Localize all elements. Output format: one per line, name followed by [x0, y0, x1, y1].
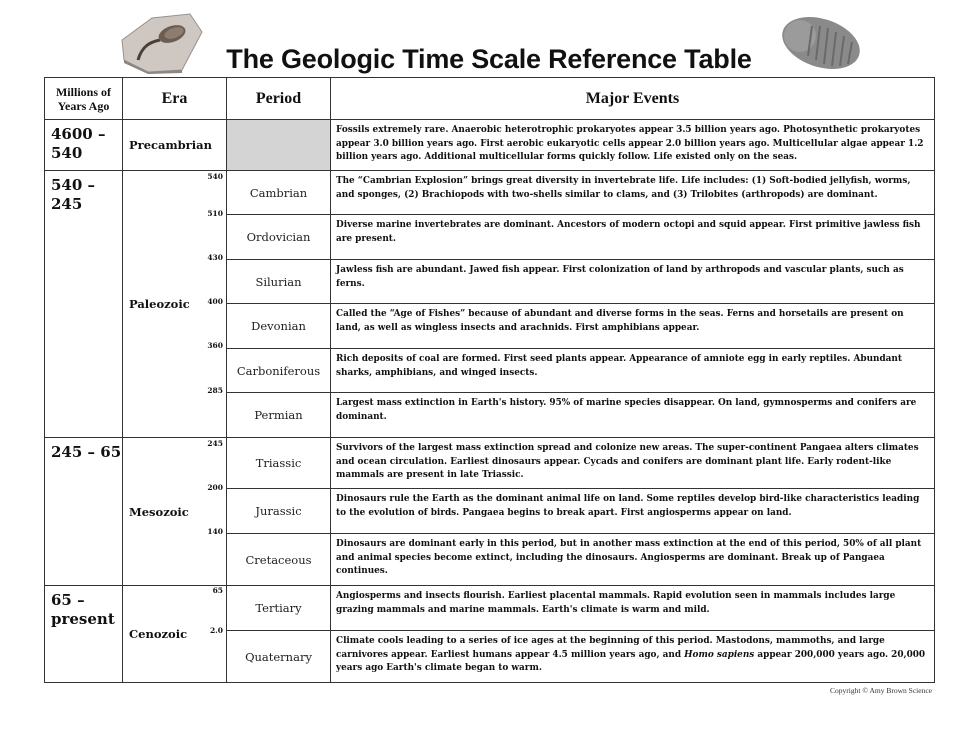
major-events: Survivors of the largest mass extinction spread and colonize new areas. The super-continent Pangaea alters climates and ocean circulation. Earliest dinosaurs appear. Cycads and conifers are dominant plant life. Early rodent-like mammals are present in late Triassic.: [331, 438, 935, 489]
major-events: Diverse marine invertebrates are dominant. Ancestors of modern octopi and squid appear. First primitive jawless fish are present.: [331, 215, 935, 260]
period-name: Triassic: [227, 438, 331, 489]
header-events: Major Events: [331, 78, 935, 120]
boundary-label: 245: [207, 439, 223, 448]
period-empty: [227, 120, 331, 171]
table-row: [45, 438, 935, 489]
period-name: Devonian: [227, 304, 331, 349]
boundary-label: 540: [207, 172, 223, 181]
era-cell: [123, 586, 227, 683]
header-period: Period: [227, 78, 331, 120]
era-cell: [123, 171, 227, 438]
era-cell: [123, 438, 227, 586]
geologic-time-table: [44, 77, 935, 683]
era-name: Paleozoic: [129, 297, 190, 311]
boundary-label: 360: [207, 341, 223, 350]
table-row: [45, 171, 935, 215]
period-name: Jurassic: [227, 489, 331, 534]
mya-range: 4600 – 540: [45, 120, 123, 171]
era-name: Precambrian: [123, 120, 227, 171]
header-row: [45, 78, 935, 120]
major-events: The “Cambrian Explosion” brings great diversity in invertebrate life. Life includes: (1) Soft-bodied jellyfish, worms, and sponges, (2) Brachiopods with two-shells similar to clams, and (3) Trilobites (arthropods) are dominant.: [331, 171, 935, 215]
copyright: Copyright © Amy Brown Science: [830, 686, 932, 695]
major-events: Dinosaurs are dominant early in this period, but in another mass extinction at the end of this period, 50% of all plant and animal species become extinct, including the dinosaurs. Angiosperms are dominant. Break up of Pangaea continues.: [331, 534, 935, 586]
major-events: Largest mass extinction in Earth's history. 95% of marine species disappear. On land, gymnosperms and conifers are dominant.: [331, 393, 935, 438]
mya-range: 245 – 65: [45, 438, 123, 586]
trilobite-fossil-icon: [778, 12, 864, 74]
major-events: Rich deposits of coal are formed. First seed plants appear. Appearance of amniote egg in early reptiles. Abundant sharks, amphibians, and winged insects.: [331, 349, 935, 393]
mya-range: 65 – present: [45, 586, 123, 683]
events-text: appear 200,000 years ago. 20,000 years ago Earth's climate began to warm.: [336, 649, 926, 673]
period-name: Ordovician: [227, 215, 331, 260]
boundary-label: 510: [207, 209, 223, 218]
era-name: Mesozoic: [129, 504, 189, 519]
page-title: The Geologic Time Scale Reference Table: [226, 44, 752, 74]
major-events: Fossils extremely rare. Anaerobic heterotrophic prokaryotes appear 3.5 billion years ago. Photosynthetic prokaryotes appear 3.0 billion years ago. First aerobic eukaryotic cells appear 2.0 billion years ago. Multicellular algae appear 1.2 billion years ago. Additional multicellular forms quickly follow. Life existed only on the seas.: [331, 120, 935, 171]
mya-range: 540 – 245: [45, 171, 123, 438]
boundary-label: 65: [212, 586, 223, 595]
boundary-label: 2.0: [209, 626, 223, 635]
events-text: Climate cools leading to a series of ice ages at the beginning of this period. Mastodons, mammoths, and large carnivores appear. Earliest humans appear 4.5 million years ago, and: [336, 636, 885, 660]
period-name: Tertiary: [227, 586, 331, 631]
period-name: Cretaceous: [227, 534, 331, 586]
boundary-label: 430: [207, 253, 223, 262]
period-name: Cambrian: [227, 171, 331, 215]
header-era: Era: [123, 78, 227, 120]
major-events: Jawless fish are abundant. Jawed fish appear. First colonization of land by arthropods and vascular plants, such as ferns.: [331, 260, 935, 304]
major-events: Dinosaurs rule the Earth as the dominant animal life on land. Some reptiles develop bird-like characteristics leading to the evolution of birds. Pangaea begins to break apart. First angiosperms appear on land.: [331, 489, 935, 534]
header-mya: Millions of Years Ago: [45, 78, 123, 120]
period-name: Quaternary: [227, 631, 331, 683]
major-events: Angiosperms and insects flourish. Earliest placental mammals. Rapid evolution seen in mammals includes large grazing mammals and marine mammals. Earth's climate is warm and mild.: [331, 586, 935, 631]
period-name: Permian: [227, 393, 331, 438]
species-name: Homo sapiens: [684, 649, 755, 660]
era-name: Cenozoic: [129, 627, 188, 641]
boundary-label: 140: [207, 527, 223, 536]
period-name: Carboniferous: [227, 349, 331, 393]
boundary-label: 400: [207, 297, 223, 306]
period-name: Silurian: [227, 260, 331, 304]
major-events: [331, 631, 935, 683]
table-row: [45, 586, 935, 631]
major-events: Called the “Age of Fishes” because of abundant and diverse forms in the seas. Ferns and horsetails are present on land, as well as wingless insects and arachnids. First amphibians appear.: [331, 304, 935, 349]
table-row: [45, 120, 935, 171]
boundary-label: 285: [207, 386, 223, 395]
boundary-label: 200: [207, 483, 223, 492]
